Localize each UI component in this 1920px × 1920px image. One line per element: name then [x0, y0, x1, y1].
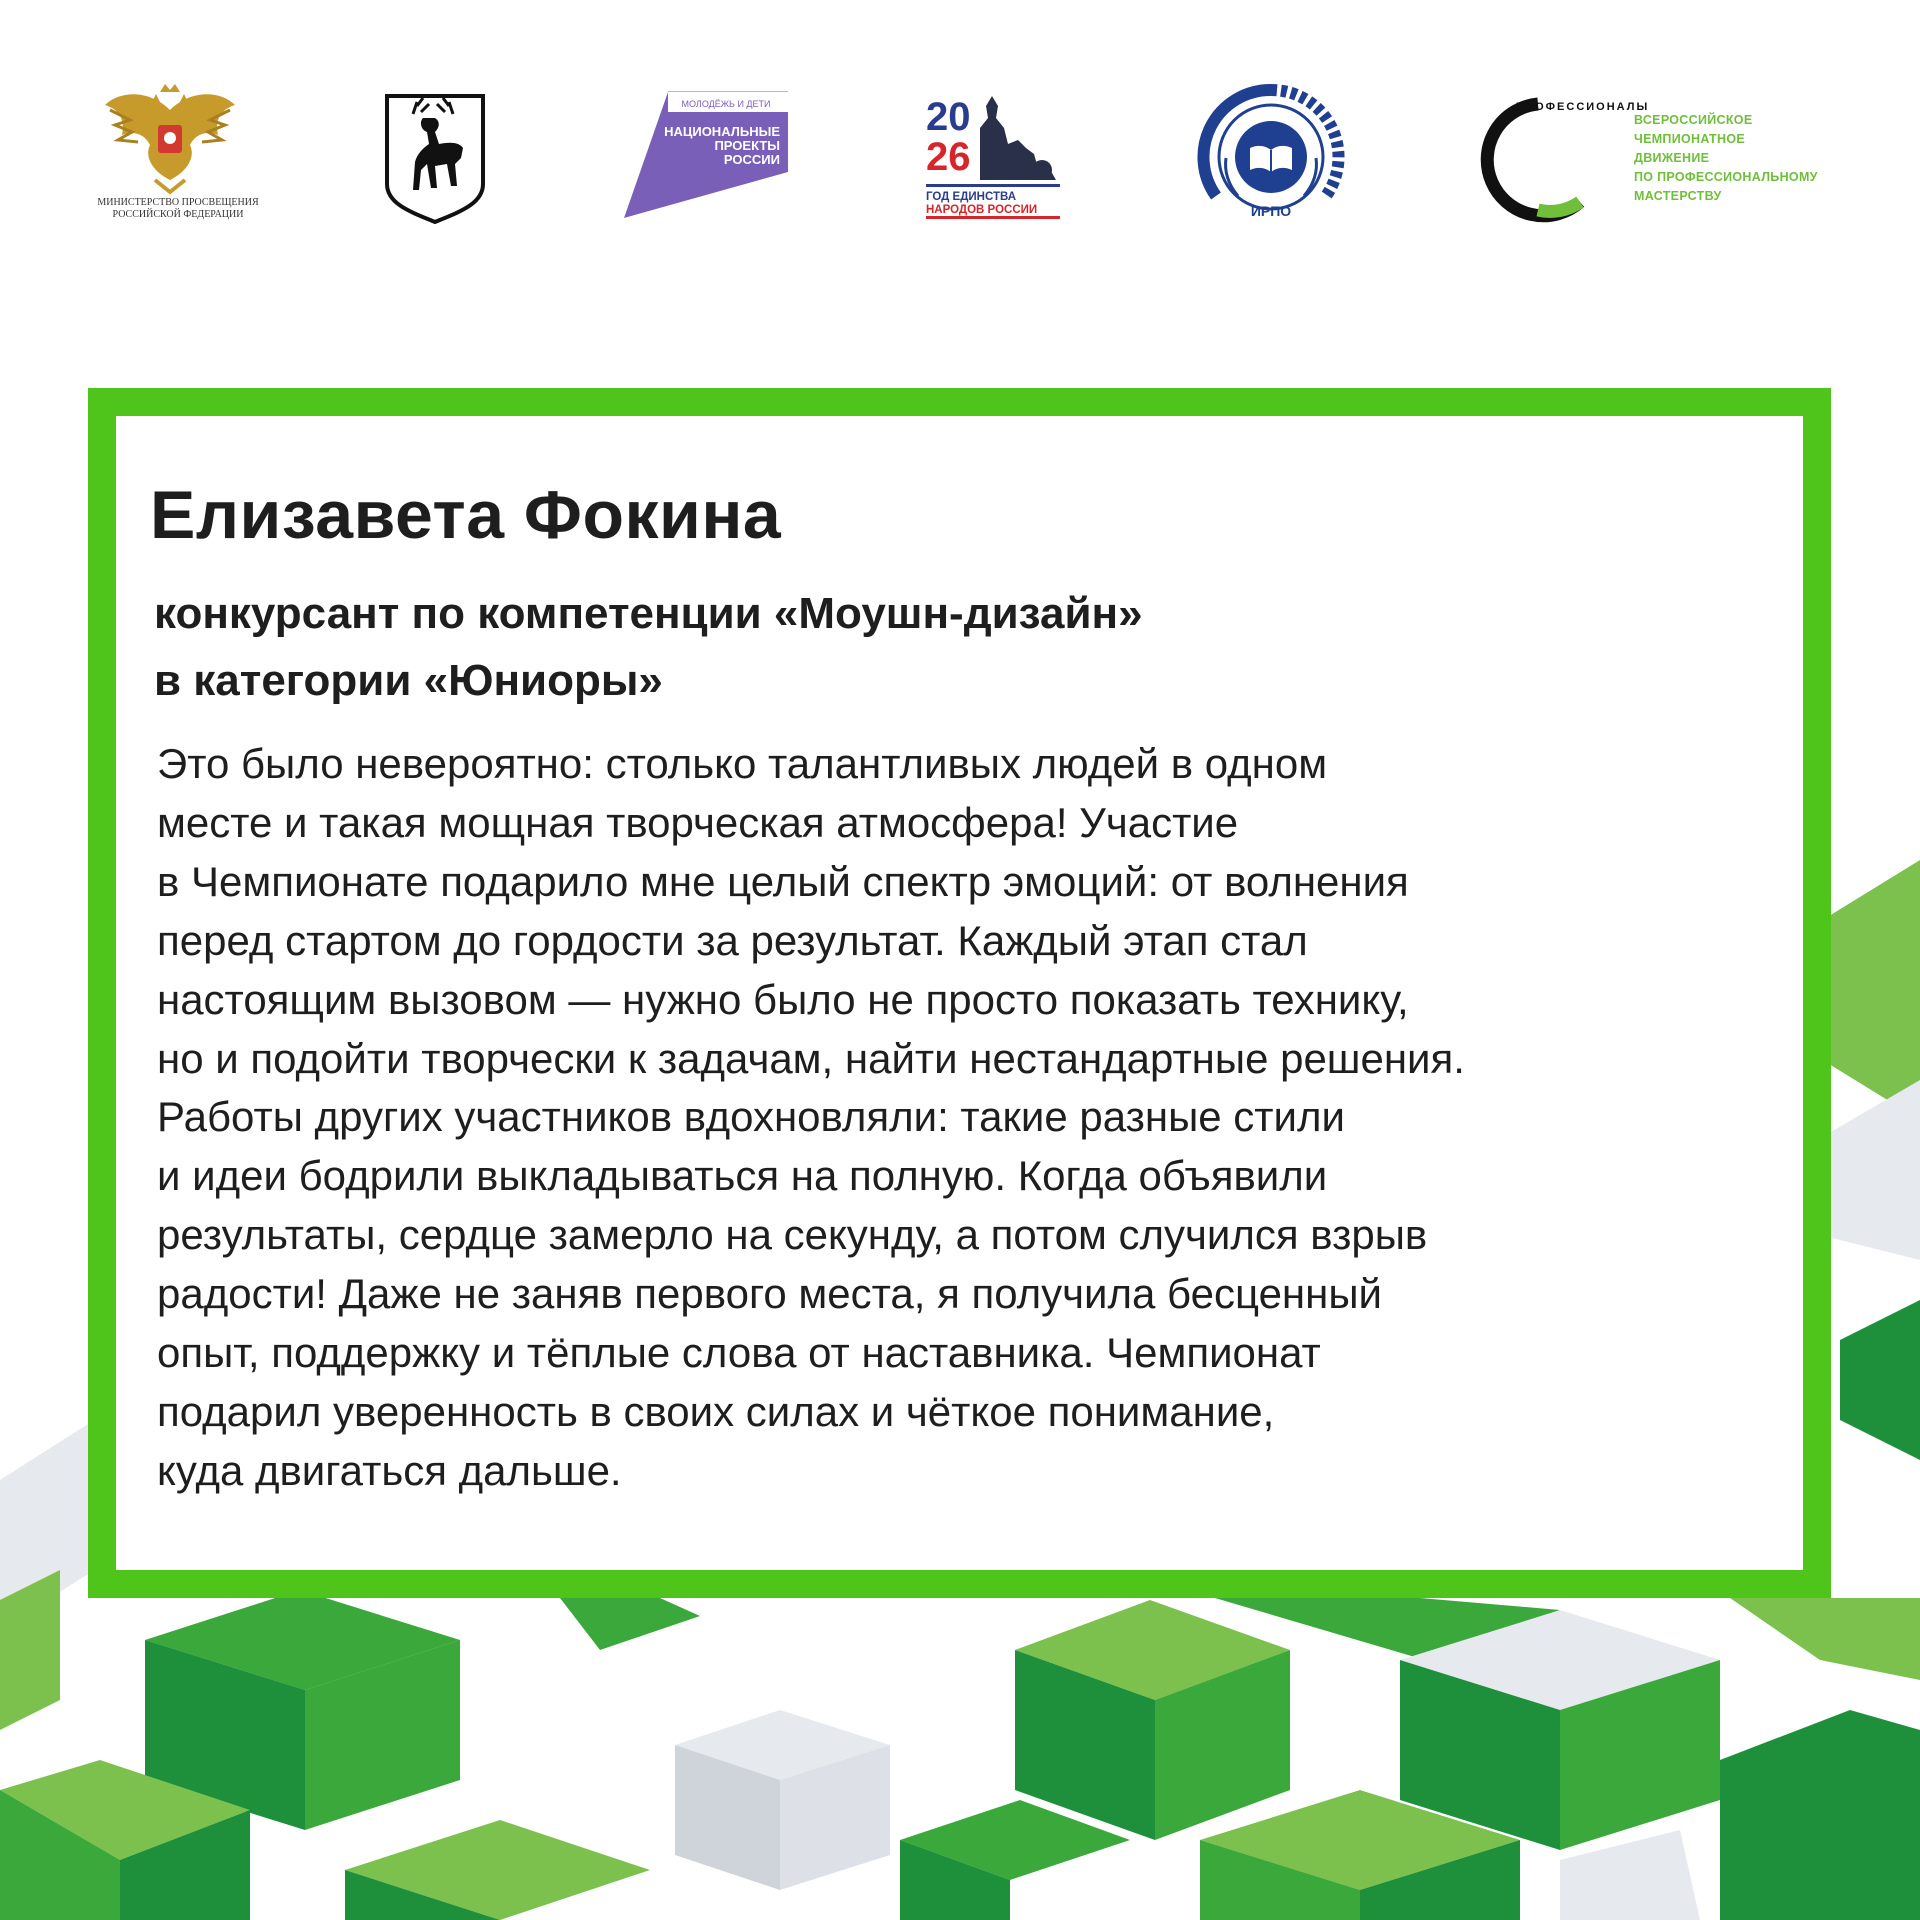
quote-line: опыт, поддержку и тёплые слова от наставника. Чемпионат	[157, 1329, 1321, 1377]
national-projects-top-text: МОЛОДЁЖЬ И ДЕТИ	[681, 99, 771, 109]
testimonial-quote	[157, 735, 1465, 1501]
quote-line: результаты, сердце замерло на секунду, а потом случился взрыв	[157, 1211, 1428, 1259]
quote-line: Это было невероятно: столько талантливых людей в одном	[157, 740, 1328, 787]
professionaly-text-line: МАСТЕРСТВУ	[1634, 189, 1722, 203]
professionaly-text-line: ВСЕРОССИЙСКОЕ	[1634, 113, 1753, 127]
professionaly-arc-text: ПРОФЕССИОНАЛЫ	[1516, 101, 1650, 113]
year-of-unity-line: ГОД ЕДИНСТВА	[926, 191, 1017, 203]
professionaly-text-line: ПО ПРОФЕССИОНАЛЬНОМУ	[1634, 170, 1818, 184]
quote-line: и идеи бодрили выкладываться на полную. Когда объявили	[157, 1152, 1328, 1200]
professionaly-text-line: ЧЕМПИОНАТНОЕ	[1634, 132, 1745, 146]
minpros-caption-line: МИНИСТЕРСТВО ПРОСВЕЩЕНИЯ	[97, 197, 259, 208]
quote-line: в Чемпионате подарило мне целый спектр эмоций: от волнения	[157, 857, 1409, 905]
irpo-label: ИРПО	[1250, 203, 1292, 219]
quote-line: но и подойти творчески к задачам, найти нестандартные решения.	[157, 1034, 1465, 1082]
role-line: в категории «Юниоры»	[154, 656, 663, 705]
national-projects-line: ПРОЕКТЫ	[714, 138, 780, 153]
year-bottom: 26	[926, 135, 971, 179]
quote-line: перед стартом до гордости за результат. Каждый этап стал	[157, 916, 1308, 964]
professionaly-text-line: ДВИЖЕНИЕ	[1634, 151, 1710, 165]
minpros-caption-line: РОССИЙСКОЙ ФЕДЕРАЦИИ	[112, 209, 244, 220]
quote-line: настоящим вызовом — нужно было не просто показать технику,	[157, 975, 1409, 1023]
role-line: конкурсант по компетенции «Моушн-дизайн»	[154, 589, 1143, 638]
quote-line: подарил уверенность в своих силах и чёткое понимание,	[157, 1387, 1275, 1435]
year-of-unity-line: НАРОДОВ РОССИИ	[926, 204, 1038, 216]
year-top: 20	[926, 95, 971, 139]
participant-role	[154, 580, 1143, 714]
national-projects-line: НАЦИОНАЛЬНЫЕ	[664, 124, 780, 139]
quote-line: радости! Даже не заняв первого места, я получила бесценный	[157, 1270, 1382, 1318]
participant-name: Елизавета Фокина	[150, 477, 782, 553]
quote-line: куда двигаться дальше.	[157, 1446, 622, 1494]
national-projects-line: РОССИИ	[723, 152, 780, 167]
quote-line: месте и такая мощная творческая атмосфера! Участие	[157, 798, 1239, 846]
quote-line: Работы других участников вдохновляли: такие разные стили	[157, 1093, 1345, 1141]
